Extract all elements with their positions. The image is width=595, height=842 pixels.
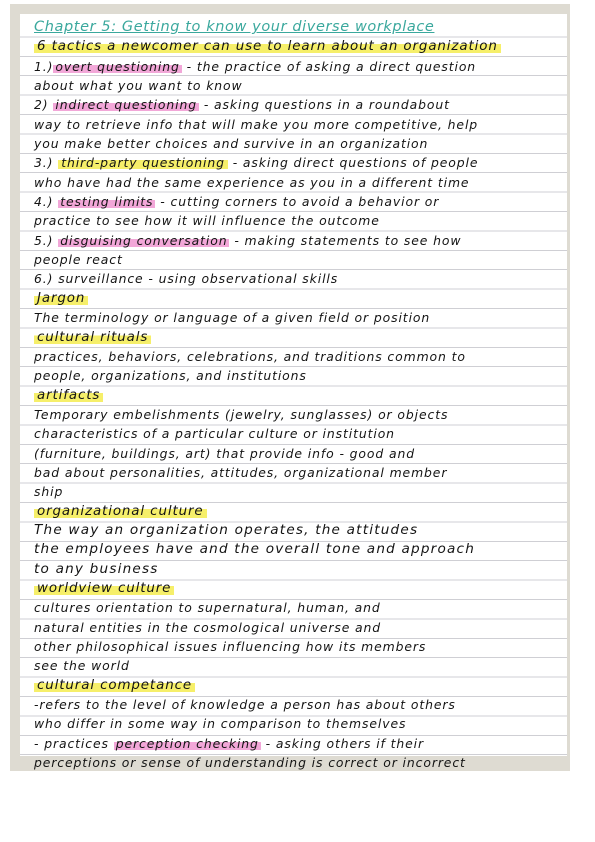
notebook-page bbox=[20, 14, 567, 771]
tactics-heading: 6 tactics a newcomer can use to learn about an organization bbox=[34, 37, 561, 56]
definition-line: The way an organization operates, the attitudes bbox=[34, 521, 419, 538]
list-item-cont: about what you want to know bbox=[34, 78, 243, 94]
definition-line: see the world bbox=[34, 658, 130, 674]
list-item: 4.) testing limits - cutting corners to avoid a behavior or bbox=[34, 194, 440, 210]
definition-line: people, organizations, and institutions bbox=[34, 368, 307, 384]
term-highlight: testing limits bbox=[60, 194, 154, 210]
term-highlight: overt questioning bbox=[55, 58, 180, 74]
list-item: 5.) disguising conversation - making statements to see how bbox=[34, 232, 462, 248]
list-item: 3.) third-party questioning - asking direct questions of people bbox=[34, 155, 479, 171]
list-item-cont: practice to see how it will influence the outcome bbox=[34, 213, 380, 229]
definition-line: natural entities in the cosmological universe and bbox=[34, 619, 382, 635]
definition-line: the employees have and the overall tone and approach bbox=[34, 541, 476, 558]
list-item: 2) indirect questioning - asking questions in a roundabout bbox=[34, 97, 450, 113]
term-highlight: perception checking bbox=[115, 735, 259, 751]
list-item-cont: people react bbox=[34, 252, 123, 268]
list-item: 6.) surveillance - using observational skills bbox=[34, 271, 339, 287]
notes-body bbox=[34, 18, 561, 772]
term-heading-jargon: Jargon bbox=[34, 289, 561, 308]
term-heading-org-culture: organizational culture bbox=[34, 502, 561, 521]
definition-line: bad about personalities, attitudes, organizational member bbox=[34, 464, 448, 480]
list-item-cont: you make better choices and survive in an organization bbox=[34, 136, 429, 152]
definition-line: - practices perception checking - asking others if their bbox=[34, 735, 425, 751]
term-highlight: third-party questioning bbox=[58, 155, 228, 170]
definition-line: who differ in some way in comparison to themselves bbox=[34, 716, 407, 732]
definition-line: -refers to the level of knowledge a person has about others bbox=[34, 697, 456, 713]
term: surveillance bbox=[58, 271, 144, 287]
definition-line: characteristics of a particular culture or institution bbox=[34, 426, 395, 442]
term-heading-rituals: cultural rituals bbox=[34, 328, 561, 347]
list-item-cont: who have had the same experience as you in a different time bbox=[34, 174, 470, 190]
definition-line: other philosophical issues influencing how its members bbox=[34, 639, 427, 654]
term-heading-artifacts: artifacts bbox=[34, 386, 561, 405]
term-heading-competence: cultural competance bbox=[34, 676, 561, 695]
definition-line: to any business bbox=[34, 560, 159, 577]
definition-line: Temporary embelishments (jewelry, sunglasses) or objects bbox=[34, 406, 449, 422]
term-highlight: disguising conversation bbox=[60, 232, 228, 248]
definition-line: practices, behaviors, celebrations, and traditions common to bbox=[34, 348, 466, 364]
term-highlight: indirect questioning bbox=[55, 97, 197, 113]
page-title: Chapter 5: Getting to know your diverse workplace bbox=[34, 19, 435, 35]
list-item-cont: way to retrieve info that will make you more competitive, help bbox=[34, 116, 479, 132]
definition-line: perceptions or sense of understanding is correct or incorrect bbox=[34, 755, 466, 771]
term-heading-worldview: worldview culture bbox=[34, 579, 561, 598]
list-item: 1.) overt questioning - the practice of asking a direct question bbox=[34, 58, 477, 74]
definition-line: ship bbox=[34, 484, 64, 500]
definition-line: (furniture, buildings, art) that provide info - good and bbox=[34, 445, 415, 461]
definition-line: The terminology or language of a given field or position bbox=[34, 310, 431, 326]
definition-line: cultures orientation to supernatural, human, and bbox=[34, 600, 381, 616]
